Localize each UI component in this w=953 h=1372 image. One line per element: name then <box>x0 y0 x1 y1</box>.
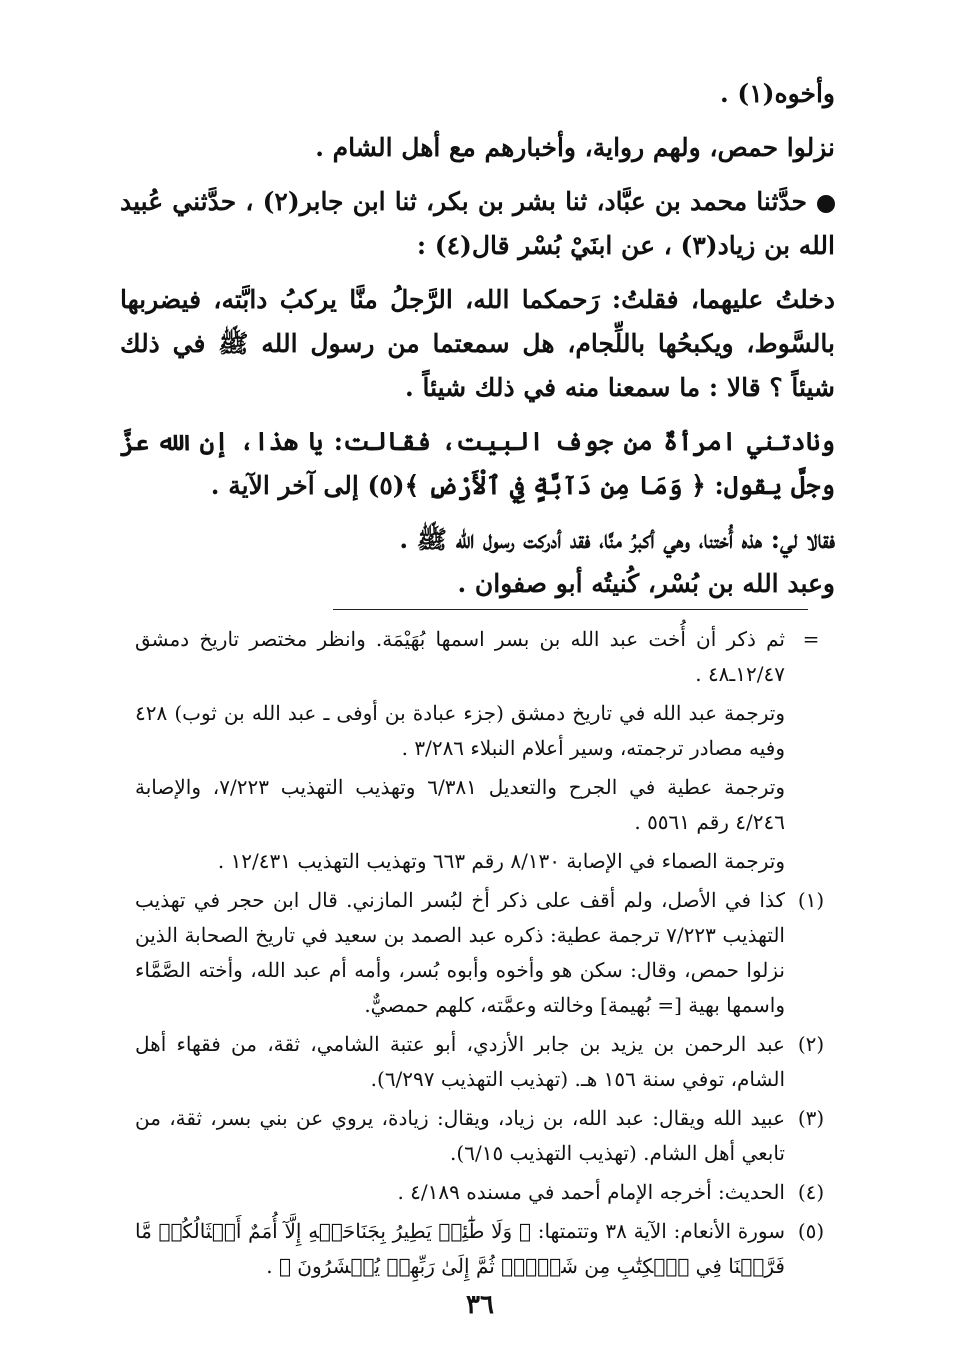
footnote-divider <box>333 609 808 610</box>
footnote-text: سورة الأنعام: الآية ٣٨ وتتمتها: ﴿ وَلَا طَٰٓئِرٖ يَطِيرُ بِجَنَاحَيۡهِ إِلَّآ أُمَمٌ أَمۡثَالُكُمۚ مَّا فَرَّطۡنَا فِي ٱلۡكِتَٰبِ مِن شَيۡءٖۚ ثُمَّ إِلَىٰ رَبِّهِمۡ يُحۡشَرُونَ ﴾ . <box>135 1219 785 1278</box>
footnote-text: كذا في الأصل، ولم أقف على ذكر أخ لبُسر المازني. قال ابن حجر في تهذيب التهذيب ٧/٢٢٣ ترجمة عطية: ذكره عبد الصمد بن سعيد في تاريخ الصحابة الذين نزلوا حمص، وقال: سكن هو وأخوه وأبوه بُسر، وأمه أم عبد الله، وأخته الصَّمَّاء واسمها بهية [= بُهيمة] وخالته وعمَّته، كلهم حمصيٌّ. <box>135 888 785 1017</box>
main-line-4: دخلتُ عليهما، فقلتُ: رَحمكما الله، الرَّجلُ منَّا يركبُ دابَّته، فيضربها بالسَّوط، ويكبحُها باللِّجام، هل سمعتما من رسول الله ﷺ في ذلك شيئاً ؟ قالا : ما سمعنا منه في ذلك شيئاً . <box>120 285 835 402</box>
main-line-6: فقالا لي: هذه أُختنا، وهي أكبرُ منَّا، فقد أدركت رسول الله ﷺ . <box>399 525 835 554</box>
hadith-chain <box>120 180 835 268</box>
main-line-5: ونادتني امرأةٌ من جوف البيت، فقالت: يا هذا، إن الله عزَّ وجلَّ يقول: ﴿ وَمَا مِن دَآبَّةٍ فِي ٱلْأَرْضِ ﴾(٥) إلى آخر الآية . <box>120 427 835 500</box>
continuation-line: وترجمة عبد الله في تاريخ دمشق (جزء عبادة بن أوفى ـ عبد الله بن ثوب) ٤٢٨ وفيه مصادر ترجمته، وسير أعلام النبلاء ٣/٢٨٦ . <box>135 701 785 760</box>
continuation-marker: = <box>802 627 820 651</box>
hadith-chain-text: حدَّثنا محمد بن عبَّاد، ثنا بشر بن بكر، ثنا ابن جابر(٢) ، حدَّثني عُبيد الله بن زياد(٣) ، عن ابنَيْ بُسْر قال(٤) : <box>120 187 835 260</box>
continuation-line: وترجمة عطية في الجرح والتعديل ٦/٣٨١ وتهذيب التهذيب ٧/٢٢٣، والإصابة ٤/٢٤٦ رقم ٥٥٦١ . <box>135 775 785 834</box>
footnote-number: (٥) <box>797 1219 825 1243</box>
footnote-continuation <box>135 622 825 692</box>
footnote-number: (٣) <box>797 1106 825 1130</box>
footnote-text: عبد الرحمن بن يزيد بن جابر الأزدي، أبو عتبة الشامي، ثقة، من فقهاء أهل الشام، توفي سنة ١٥٦ هـ. (تهذيب التهذيب ٦/٢٩٧). <box>135 1032 785 1091</box>
footnote-number: (٤) <box>797 1180 825 1204</box>
main-text <box>120 72 835 616</box>
footnote-number: (١) <box>797 888 825 912</box>
main-line-7: وعبد الله بن بُسْر، كُنيتُه أبو صفوان . <box>457 569 835 598</box>
footnote-5 <box>135 1214 825 1284</box>
footnote-4 <box>135 1175 825 1210</box>
footnote-3 <box>135 1101 825 1171</box>
continuation-text: ثم ذكر أن أُخت عبد الله بن بسر اسمها بُهَيْمَة. وانظر مختصر تاريخ دمشق ١٢/٤٧ـ٤٨ . <box>135 627 785 686</box>
main-line-2: نزلوا حمص، ولهم رواية، وأخبارهم مع أهل الشام . <box>315 133 835 162</box>
footnote-number: (٢) <box>797 1032 825 1056</box>
bullet-icon <box>817 195 835 213</box>
continuation-line: وترجمة الصماء في الإصابة ٨/١٣٠ رقم ٦٦٣ وتهذيب التهذيب ١٢/٤٣١ . <box>217 849 785 873</box>
footnote-text: الحديث: أخرجه الإمام أحمد في مسنده ٤/١٨٩ . <box>397 1180 785 1204</box>
footnotes <box>135 622 825 1288</box>
footnote-2 <box>135 1027 825 1097</box>
page-number: ٣٦ <box>466 1290 494 1320</box>
footnote-text: عبيد الله ويقال: عبد الله، بن زياد، ويقال: زيادة، يروي عن بني بسر، ثقة، من تابعي أهل الشام. (تهذيب التهذيب ٦/١٥). <box>135 1106 785 1165</box>
main-line-1: وأخوه(١) . <box>719 79 835 108</box>
footnote-1 <box>135 883 825 1023</box>
